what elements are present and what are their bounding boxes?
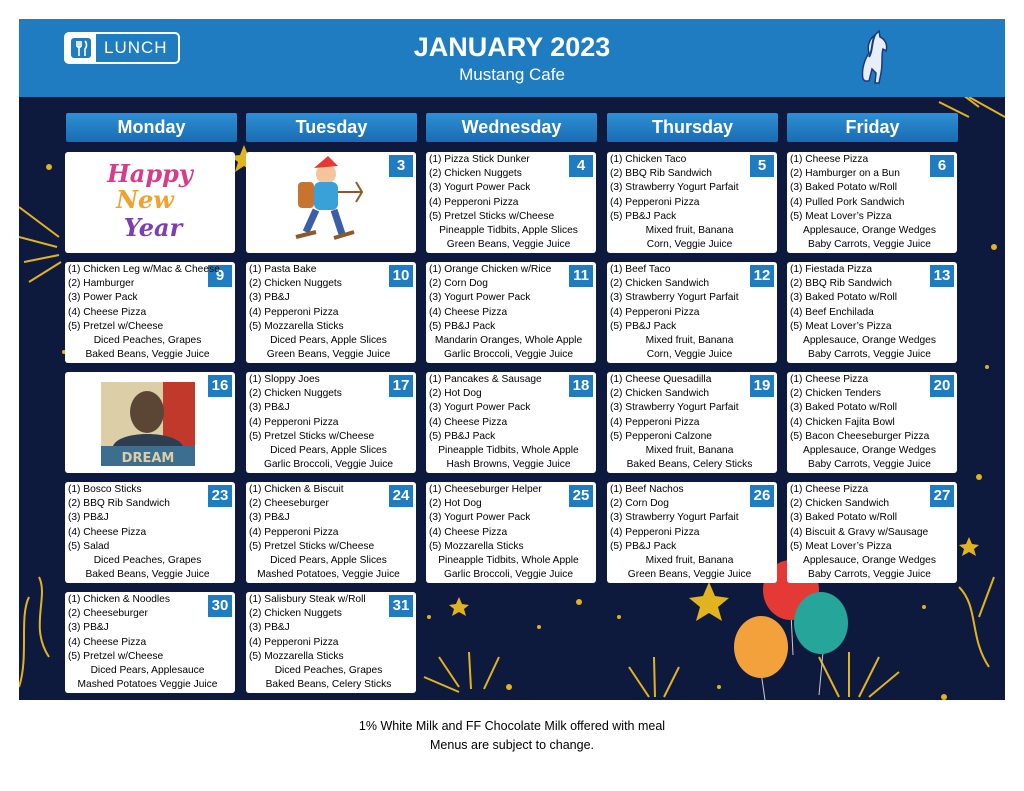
day-cell-jan-17: [246, 372, 416, 473]
menu-item: (4) Beef Enchilada: [790, 306, 874, 318]
date-number: 18: [569, 375, 593, 397]
menu-item: (2) Chicken Sandwich: [610, 278, 710, 290]
date-number: 31: [389, 595, 413, 617]
happy-new-year-image: [65, 152, 235, 253]
date-number: 12: [750, 265, 774, 287]
side-items: Garlic Broccoli, Veggie Juice: [443, 569, 574, 581]
new-year-word-2: New: [116, 185, 174, 214]
menu-item: (2) Chicken Nuggets: [249, 278, 342, 290]
menu-item: (5) Mozzarella Sticks: [249, 650, 344, 662]
day-cell-jan-18: [426, 372, 596, 473]
menu-item: (5) Pretzel w/Cheese: [68, 320, 164, 332]
date-number: 9: [208, 265, 232, 287]
date-number: 16: [208, 375, 232, 397]
menu-item: (2) Chicken Tenders: [790, 388, 881, 400]
menu-item: (3) PB&J: [68, 512, 109, 524]
menu-item: (2) Chicken Nuggets: [249, 608, 342, 620]
menu-item: (4) Cheese Pizza: [68, 636, 147, 648]
menu-item: (5) Meat Lover’s Pizza: [790, 540, 892, 552]
day-cell-jan-26: [607, 482, 777, 583]
side-items: Applesauce, Orange Wedges: [803, 224, 936, 236]
menu-item: (1) Chicken & Noodles: [68, 594, 170, 605]
day-cell-jan-3: [246, 152, 416, 253]
menu-item: (2) Corn Dog: [610, 498, 669, 510]
side-items: Green Beans, Veggie Juice: [627, 569, 752, 581]
day-cell-jan-16: [65, 372, 235, 473]
menu-item: (1) Chicken Leg w/Mac & Cheese: [68, 264, 220, 275]
skier-image: [276, 152, 376, 253]
menu-item: (3) PB&J: [249, 512, 290, 524]
menu-item: (3) PB&J: [249, 402, 290, 414]
day-cell-jan-24: [246, 482, 416, 583]
date-number: 10: [389, 265, 413, 287]
menu-item: (1) Pasta Bake: [249, 264, 317, 275]
menu-item: (4) Cheese Pizza: [429, 306, 508, 318]
menu-item: (4) Pepperoni Pizza: [610, 306, 700, 318]
menu-item: (1) Cheese Pizza: [790, 484, 869, 495]
side-items: Baked Beans, Veggie Juice: [85, 569, 210, 581]
menu-item: (1) Fiestada Pizza: [790, 264, 873, 275]
menu-item: (5) PB&J Pack: [610, 320, 677, 332]
day-cell-jan-4: [426, 152, 596, 253]
page-title: JANUARY 2023: [413, 32, 611, 62]
date-number: 17: [389, 375, 413, 397]
menu-item: (1) Chicken Taco: [610, 154, 687, 165]
date-number: 26: [750, 485, 774, 507]
footer-notes: [0, 717, 1024, 755]
menu-item: (2) Chicken Sandwich: [790, 498, 890, 510]
calendar-background: [19, 97, 1005, 700]
day-cell-jan-2: [65, 152, 235, 253]
date-number: 3: [389, 155, 413, 177]
menu-item: (3) Strawberry Yogurt Parfait: [610, 512, 739, 524]
day-header-thursday: Thursday: [607, 113, 778, 142]
day-header-tuesday: Tuesday: [246, 113, 417, 142]
menu-item: (3) Strawberry Yogurt Parfait: [610, 402, 739, 414]
dream-caption: DREAM: [121, 451, 175, 466]
mlk-dream-poster-image: [101, 382, 195, 466]
side-items: Diced Peaches, Grapes: [93, 554, 202, 566]
menu-item: (3) Baked Potato w/Roll: [790, 512, 898, 524]
side-items: Mixed fruit, Banana: [645, 444, 734, 456]
day-cell-jan-12: [607, 262, 777, 363]
menu-item: (4) Pepperoni Pizza: [249, 636, 339, 648]
menu-item: (1) Beef Nachos: [610, 484, 684, 495]
menu-item: (1) Chicken & Biscuit: [249, 484, 344, 495]
menu-item: (4) Pepperoni Pizza: [249, 526, 339, 538]
day-cell-jan-10: [246, 262, 416, 363]
menu-item: (3) Yogurt Power Pack: [429, 182, 531, 194]
side-items: Baby Carrots, Veggie Juice: [808, 569, 931, 581]
cafe-name: Mustang Cafe: [459, 65, 565, 84]
side-items: Green Beans, Veggie Juice: [446, 239, 571, 251]
milk-note: 1% White Milk and FF Chocolate Milk offered with meal: [358, 719, 666, 733]
day-cell-jan-27: [787, 482, 957, 583]
change-note: Menus are subject to change.: [430, 738, 594, 752]
menu-item: (4) Pepperoni Pizza: [429, 196, 519, 208]
menu-item: (5) PB&J Pack: [429, 430, 496, 442]
menu-item: (5) Bacon Cheeseburger Pizza: [790, 430, 930, 442]
side-items: Applesauce, Orange Wedges: [803, 444, 936, 456]
menu-item: (1) Cheese Pizza: [790, 154, 869, 165]
menu-item: (5) Meat Lover’s Pizza: [790, 320, 892, 332]
menu-item: (1) Pizza Stick Dunker: [429, 154, 530, 165]
menu-item: (1) Pancakes & Sausage: [429, 374, 542, 385]
menu-item: (2) Hot Dog: [429, 498, 482, 510]
side-items: Applesauce, Orange Wedges: [803, 554, 936, 566]
new-year-word-1: Happy: [107, 159, 193, 188]
menu-item: (4) Pepperoni Pizza: [249, 306, 339, 318]
menu-item: (5) Pretzel Sticks w/Cheese: [249, 540, 375, 552]
side-items: Diced Pears, Apple Slices: [270, 444, 387, 456]
menu-item: (2) Hot Dog: [429, 388, 482, 400]
menu-item: (4) Pulled Pork Sandwich: [790, 196, 905, 208]
side-items: Applesauce, Orange Wedges: [803, 334, 936, 346]
menu-item: (4) Cheese Pizza: [429, 416, 508, 428]
date-number: 20: [930, 375, 954, 397]
menu-item: (5) Pepperoni Calzone: [610, 430, 712, 442]
menu-item: (4) Chicken Fajita Bowl: [790, 416, 895, 428]
menu-item: (5) Pretzel w/Cheese: [68, 650, 164, 662]
day-header-wednesday: Wednesday: [426, 113, 597, 142]
side-items: Diced Pears, Apple Slices: [270, 554, 387, 566]
side-items: Baked Beans, Celery Sticks: [626, 459, 753, 471]
menu-item: (2) BBQ Rib Sandwich: [68, 498, 170, 510]
new-year-word-3: Year: [123, 213, 183, 242]
menu-item: (2) Cheeseburger: [249, 498, 329, 510]
day-cell-jan-5: [607, 152, 777, 253]
menu-item: (3) Yogurt Power Pack: [429, 292, 531, 304]
day-cell-jan-9: [65, 262, 235, 363]
menu-item: (1) Cheese Pizza: [790, 374, 869, 385]
menu-item: (5) PB&J Pack: [610, 210, 677, 222]
side-items: Baked Beans, Celery Sticks: [265, 679, 392, 691]
menu-item: (4) Biscuit & Gravy w/Sausage: [790, 526, 929, 538]
side-items: Mixed fruit, Banana: [645, 224, 734, 236]
menu-item: (4) Cheese Pizza: [429, 526, 508, 538]
date-number: 25: [569, 485, 593, 507]
side-items: Baby Carrots, Veggie Juice: [808, 239, 931, 251]
menu-item: (3) Yogurt Power Pack: [429, 512, 531, 524]
side-items: Baby Carrots, Veggie Juice: [808, 459, 931, 471]
date-number: 30: [208, 595, 232, 617]
menu-item: (2) BBQ Rib Sandwich: [610, 168, 712, 180]
menu-item: (1) Orange Chicken w/Rice: [429, 264, 552, 275]
date-number: 19: [750, 375, 774, 397]
menu-item: (5) Pretzel Sticks w/Cheese: [249, 430, 375, 442]
menu-item: (3) Strawberry Yogurt Parfait: [610, 292, 739, 304]
side-items: Pineapple Tidbits, Whole Apple: [438, 444, 579, 456]
side-items: Mashed Potatoes Veggie Juice: [77, 679, 218, 691]
day-cell-jan-6: [787, 152, 957, 253]
side-items: Diced Peaches, Grapes: [93, 334, 202, 346]
side-items: Baby Carrots, Veggie Juice: [808, 349, 931, 361]
date-number: 27: [930, 485, 954, 507]
side-items: Corn, Veggie Juice: [646, 239, 733, 251]
day-cell-jan-25: [426, 482, 596, 583]
menu-item: (3) Strawberry Yogurt Parfait: [610, 182, 739, 194]
side-items: Pineapple Tidbits, Apple Slices: [439, 224, 578, 236]
day-header-friday: Friday: [787, 113, 958, 142]
day-cell-jan-31: [246, 592, 416, 693]
menu-item: (4) Pepperoni Pizza: [249, 416, 339, 428]
menu-item: (4) Pepperoni Pizza: [610, 526, 700, 538]
menu-item: (4) Pepperoni Pizza: [610, 416, 700, 428]
menu-item: (2) Hamburger on a Bun: [790, 168, 900, 180]
menu-item: (4) Cheese Pizza: [68, 526, 147, 538]
header-banner: [19, 19, 1005, 97]
menu-item: (5) Salad: [68, 540, 110, 552]
date-number: 23: [208, 485, 232, 507]
day-cell-jan-30: [65, 592, 235, 693]
menu-item: (3) Baked Potato w/Roll: [790, 402, 898, 414]
side-items: Diced Peaches, Grapes: [274, 664, 383, 676]
lunch-label: LUNCH: [104, 38, 168, 57]
menu-item: (3) PB&J: [249, 292, 290, 304]
menu-item: (2) BBQ Rib Sandwich: [790, 278, 892, 290]
menu-item: (2) Chicken Nuggets: [429, 168, 522, 180]
menu-item: (3) Yogurt Power Pack: [429, 402, 531, 414]
side-items: Mashed Potatoes, Veggie Juice: [257, 569, 400, 581]
menu-item: (2) Chicken Nuggets: [249, 388, 342, 400]
menu-item: (2) Corn Dog: [429, 278, 488, 290]
menu-item: (1) Salisbury Steak w/Roll: [249, 594, 366, 605]
menu-item: (4) Pepperoni Pizza: [610, 196, 700, 208]
date-number: 5: [750, 155, 774, 177]
menu-item: (2) Cheeseburger: [68, 608, 148, 620]
side-items: Baked Beans, Veggie Juice: [85, 349, 210, 361]
menu-item: (4) Cheese Pizza: [68, 306, 147, 318]
side-items: Hash Browns, Veggie Juice: [446, 459, 571, 471]
menu-item: (5) PB&J Pack: [429, 320, 496, 332]
menu-item: (3) Power Pack: [68, 292, 138, 304]
mustang-logo-icon: [855, 29, 893, 85]
date-number: 6: [930, 155, 954, 177]
menu-item: (5) Mozzarella Sticks: [249, 320, 344, 332]
side-items: Corn, Veggie Juice: [646, 349, 733, 361]
menu-item: (5) Meat Lover’s Pizza: [790, 210, 892, 222]
side-items: Garlic Broccoli, Veggie Juice: [443, 349, 574, 361]
menu-item: (1) Bosco Sticks: [68, 484, 142, 495]
date-number: 24: [389, 485, 413, 507]
menu-item: (1) Beef Taco: [610, 264, 671, 275]
side-items: Green Beans, Veggie Juice: [266, 349, 391, 361]
menu-item: (1) Sloppy Joes: [249, 374, 320, 385]
date-number: 4: [569, 155, 593, 177]
side-items: Garlic Broccoli, Veggie Juice: [263, 459, 394, 471]
menu-item: (5) PB&J Pack: [610, 540, 677, 552]
menu-item: (2) Chicken Sandwich: [610, 388, 710, 400]
day-cell-jan-11: [426, 262, 596, 363]
day-cell-jan-23: [65, 482, 235, 583]
menu-item: (5) Mozzarella Sticks: [429, 540, 524, 552]
day-cell-jan-13: [787, 262, 957, 363]
day-header-monday: Monday: [66, 113, 237, 142]
side-items: Mixed fruit, Banana: [645, 554, 734, 566]
menu-item: (5) Pretzel Sticks w/Cheese: [429, 210, 555, 222]
side-items: Diced Pears, Apple Slices: [270, 334, 387, 346]
menu-item: (3) PB&J: [249, 622, 290, 634]
side-items: Pineapple Tidbits, Whole Apple: [438, 554, 579, 566]
side-items: Mixed fruit, Banana: [645, 334, 734, 346]
menu-item: (3) Baked Potato w/Roll: [790, 182, 898, 194]
date-number: 13: [930, 265, 954, 287]
menu-item: (3) Baked Potato w/Roll: [790, 292, 898, 304]
side-items: Diced Pears, Applesauce: [90, 664, 205, 676]
date-number: 11: [569, 265, 593, 287]
menu-item: (1) Cheeseburger Helper: [429, 484, 542, 495]
side-items: Mandarin Oranges, Whole Apple: [434, 334, 583, 346]
day-cell-jan-20: [787, 372, 957, 473]
menu-item: (3) PB&J: [68, 622, 109, 634]
menu-item: (1) Cheese Quesadilla: [610, 374, 712, 385]
menu-item: (2) Hamburger: [68, 278, 135, 290]
day-cell-jan-19: [607, 372, 777, 473]
